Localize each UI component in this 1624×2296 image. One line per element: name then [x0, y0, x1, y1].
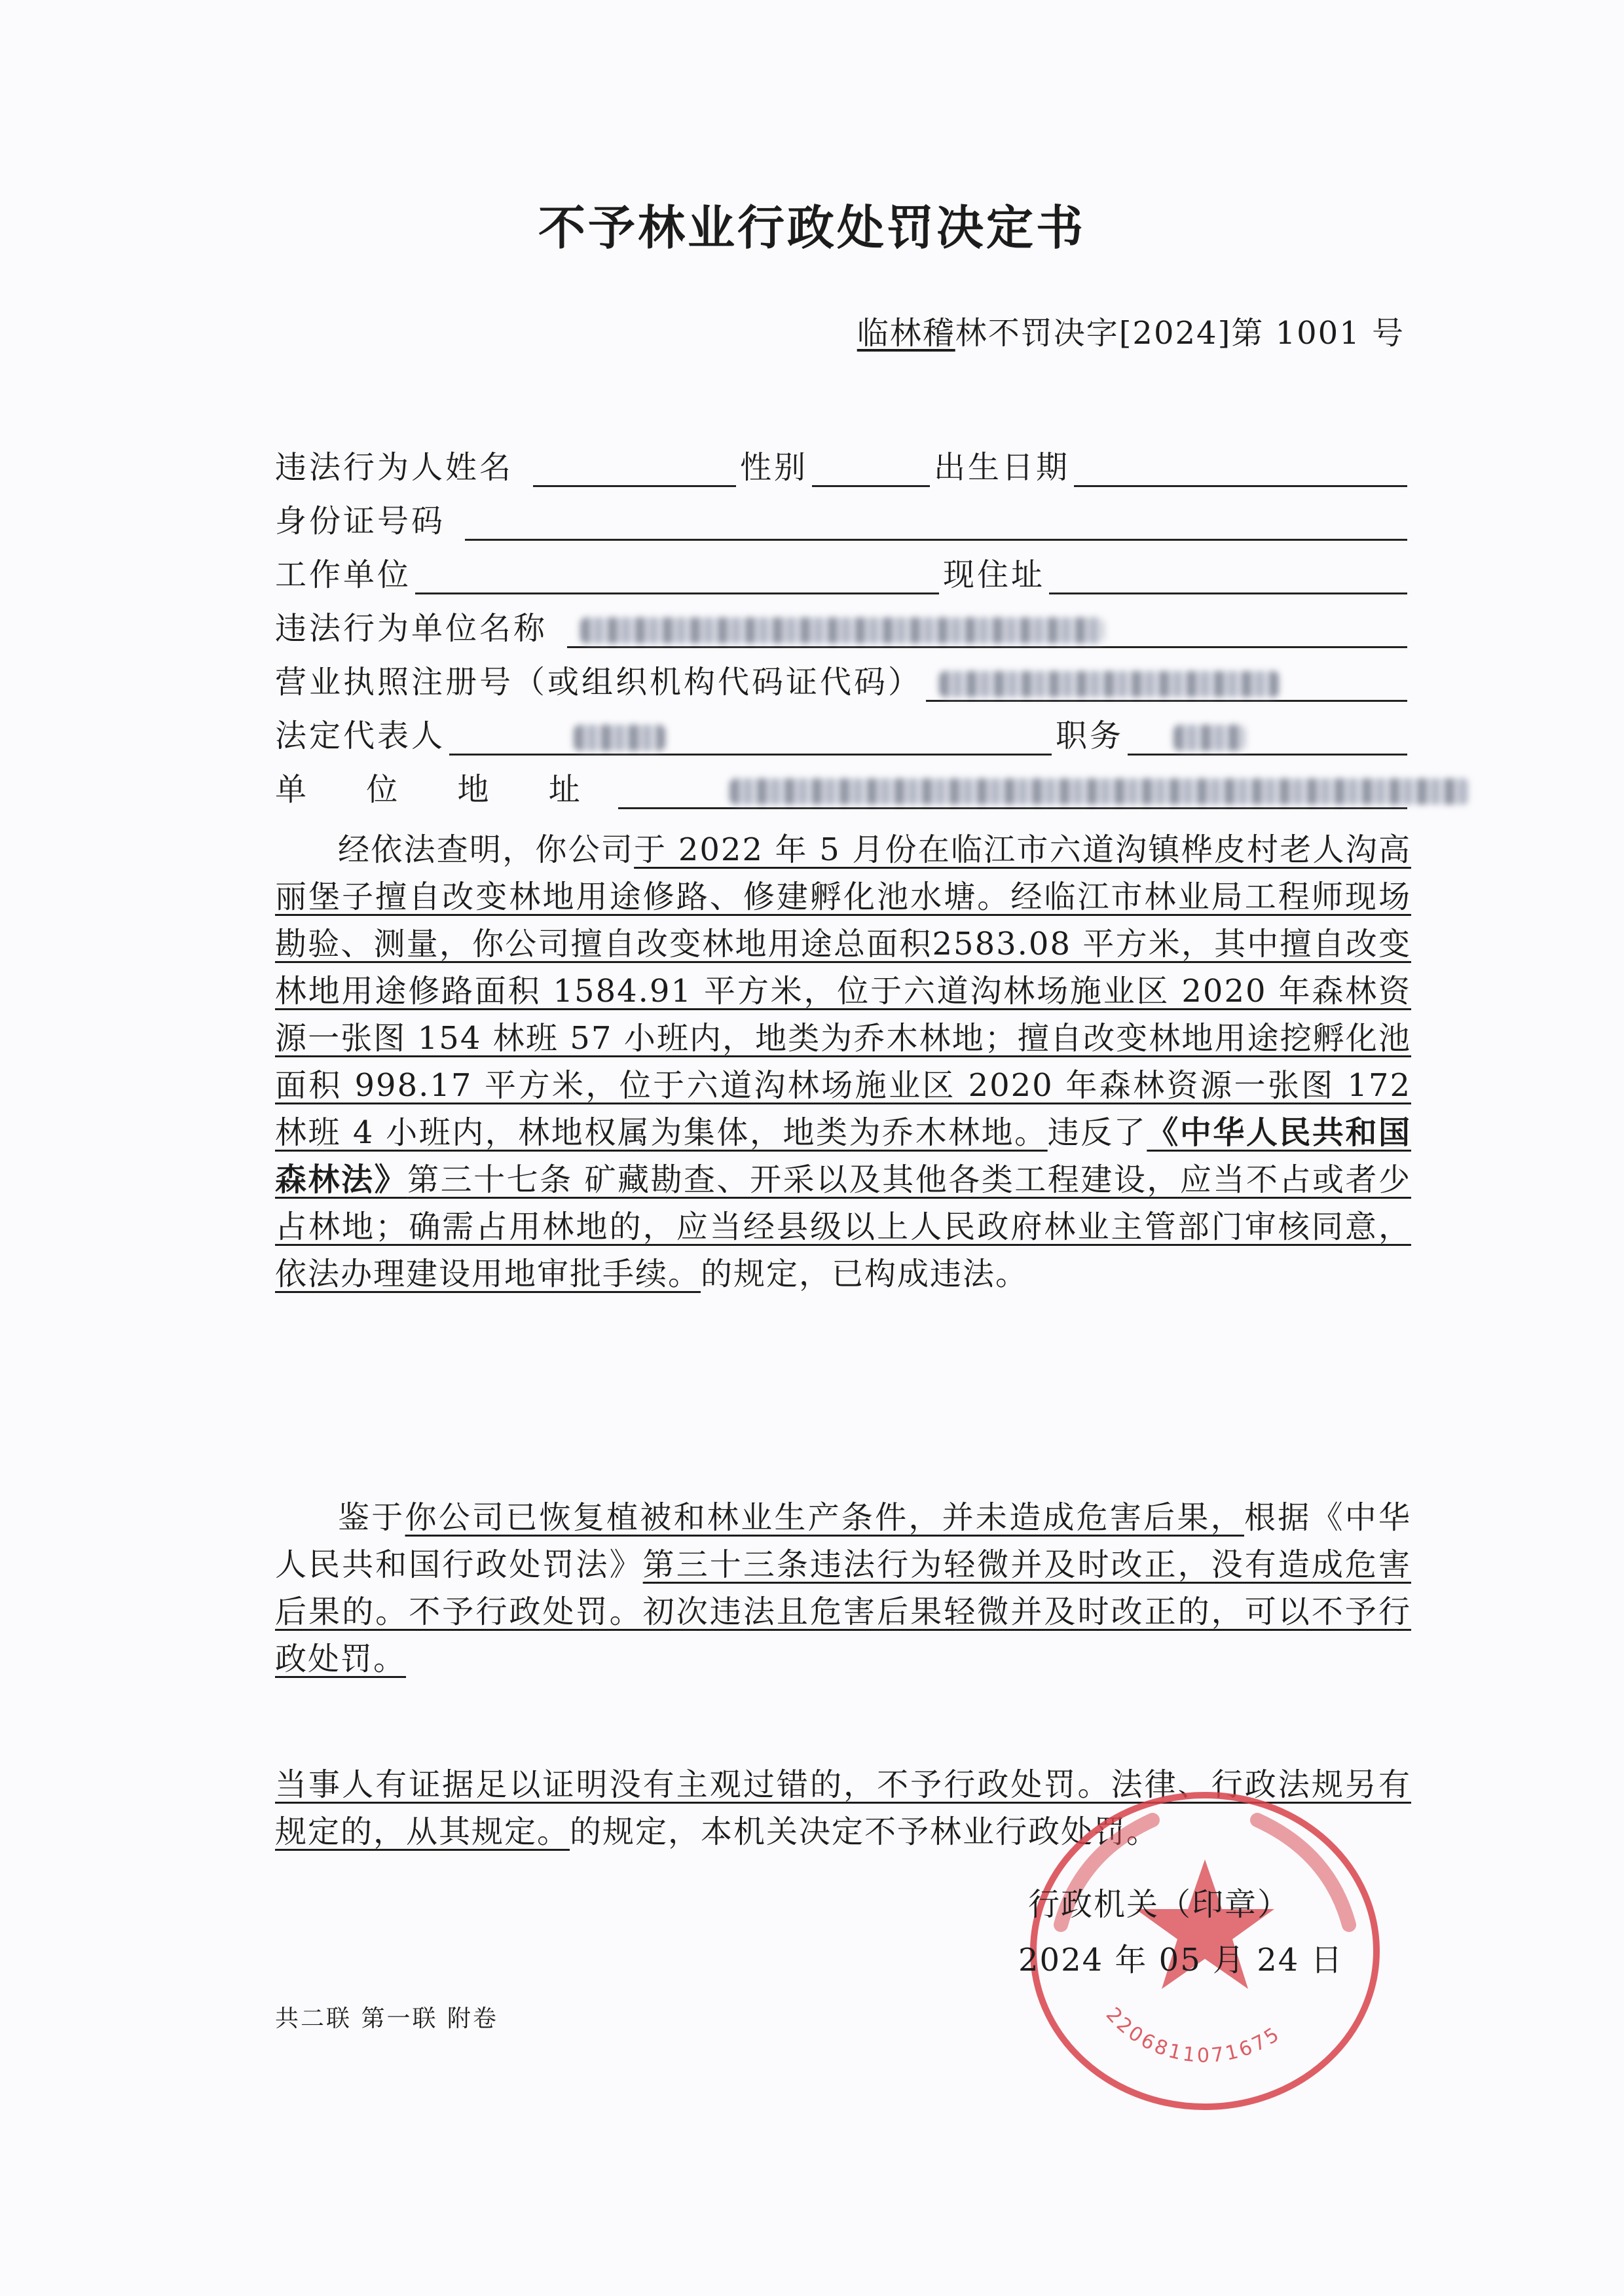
document-number-rest: 林不罚决字[2024]第 1001 号 [955, 315, 1405, 352]
form-row-unit-address [275, 767, 1411, 809]
form-row-id [275, 499, 1411, 541]
id-field [465, 506, 1407, 541]
redacted-unit-name [580, 617, 1104, 644]
id-label: 身份证号码 [275, 503, 446, 539]
birth-label: 出生日期 [934, 449, 1071, 486]
position-field [1128, 721, 1407, 756]
license-label: 营业执照注册号（或组织机构代码证代码） [275, 664, 923, 701]
violated-law: 《中华人民共和国森林法》 [275, 1114, 1411, 1198]
unit-address-label: 单 位 地 址 [275, 771, 605, 808]
facts-body: 于 2022 年 5 月份在临江市六道沟镇桦皮村老人沟高丽堡子擅自改变林地用途修路、修建孵化池水塘。经临江市林业局工程师现场勘验、测量，你公司擅自改变林地用途总面积2583.08 平方米，其中擅自改变林地用途修路面积 1584.91 平方米，位于六道沟林场施业区 2020 年森林资源一张图 154 林班 57 小班内，地类为乔木林地；擅自改变林地用途挖孵化池面积 998.17 平方米，位于六道沟林场施业区 2020 年森林资源一张图 172 林班 4 小班内，林地权属为集体，地类为乔木林地。 [275, 831, 1411, 1151]
seal-code: 2206811071675 [1101, 2003, 1285, 2068]
license-field [926, 667, 1407, 702]
decision-section [275, 1494, 1411, 1683]
form-row-license [275, 660, 1411, 702]
unit-name-field [567, 613, 1407, 648]
violated-article: 第三十七条 矿藏勘查、开采以及其他各类工程建设，应当不占或者少占林地；确需占用林地的，应当经县级以上人民政府林业主管部门审核同意，依法办理建设用地审批手续。 [275, 1161, 1411, 1292]
violation-lead: 违反了 [1047, 1114, 1147, 1151]
gender-label: 性别 [740, 449, 809, 486]
decision-basis: 根据《中华人民共和国行政处罚法》 [275, 1499, 1411, 1583]
redacted-legal-rep [574, 725, 665, 751]
legal-rep-label: 法定代表人 [275, 718, 446, 754]
redacted-position [1173, 725, 1246, 751]
document-number [857, 308, 1405, 353]
unit-name-label: 违法行为单位名称 [275, 610, 548, 647]
decision-reason: 你公司已恢复植被和林业生产条件，并未造成危害后果， [405, 1499, 1244, 1536]
decision-paragraph [275, 1494, 1411, 1683]
address-label: 现住址 [943, 556, 1046, 593]
redacted-unit-address [729, 778, 1469, 805]
position-label: 职务 [1056, 718, 1124, 754]
gender-field [812, 452, 930, 487]
name-field [533, 452, 736, 487]
facts-lead: 经依法查明，你公司 [338, 831, 635, 868]
form-row-unit-name [275, 606, 1411, 648]
issuing-authority: 行政机关（印章） [1028, 1886, 1291, 1923]
birth-field [1074, 452, 1407, 487]
document-number-prefix: 临林稽 [857, 315, 955, 352]
name-label: 违法行为人姓名 [275, 449, 514, 486]
work-label: 工作单位 [275, 556, 412, 593]
address-field [1049, 560, 1407, 594]
document-title: 不予林业行政处罚决定书 [538, 200, 1086, 255]
facts-tail: 的规定，已构成违法。 [701, 1256, 1029, 1292]
unit-address-field [618, 774, 1407, 809]
decision-lead: 鉴于 [338, 1499, 405, 1536]
facts-paragraph [275, 826, 1411, 1298]
issue-date: 2024 年 05 月 24 日 [1018, 1942, 1344, 1978]
form-row-name [275, 445, 1411, 487]
form-row-legal-rep [275, 714, 1411, 756]
facts-section [275, 826, 1411, 1298]
legal-rep-field [449, 721, 1052, 756]
form-row-work [275, 553, 1411, 594]
copy-info: 共二联 第一联 附卷 [275, 2005, 498, 2032]
redacted-license [939, 671, 1280, 697]
conclusion-tail: 的规定，本机关决定不予林业行政处罚。 [570, 1813, 1160, 1850]
work-field [415, 560, 939, 594]
conclusion-text: 当事人有证据足以证明没有主观过错的，不予行政处罚。法律、行政法规另有规定的，从其规定。 [275, 1766, 1411, 1850]
decision-article: 第三十三条违法行为轻微并及时改正，没有造成危害后果的。不予行政处罚。初次违法且危害后果轻微并及时改正的，可以不予行政处罚。 [275, 1546, 1411, 1677]
